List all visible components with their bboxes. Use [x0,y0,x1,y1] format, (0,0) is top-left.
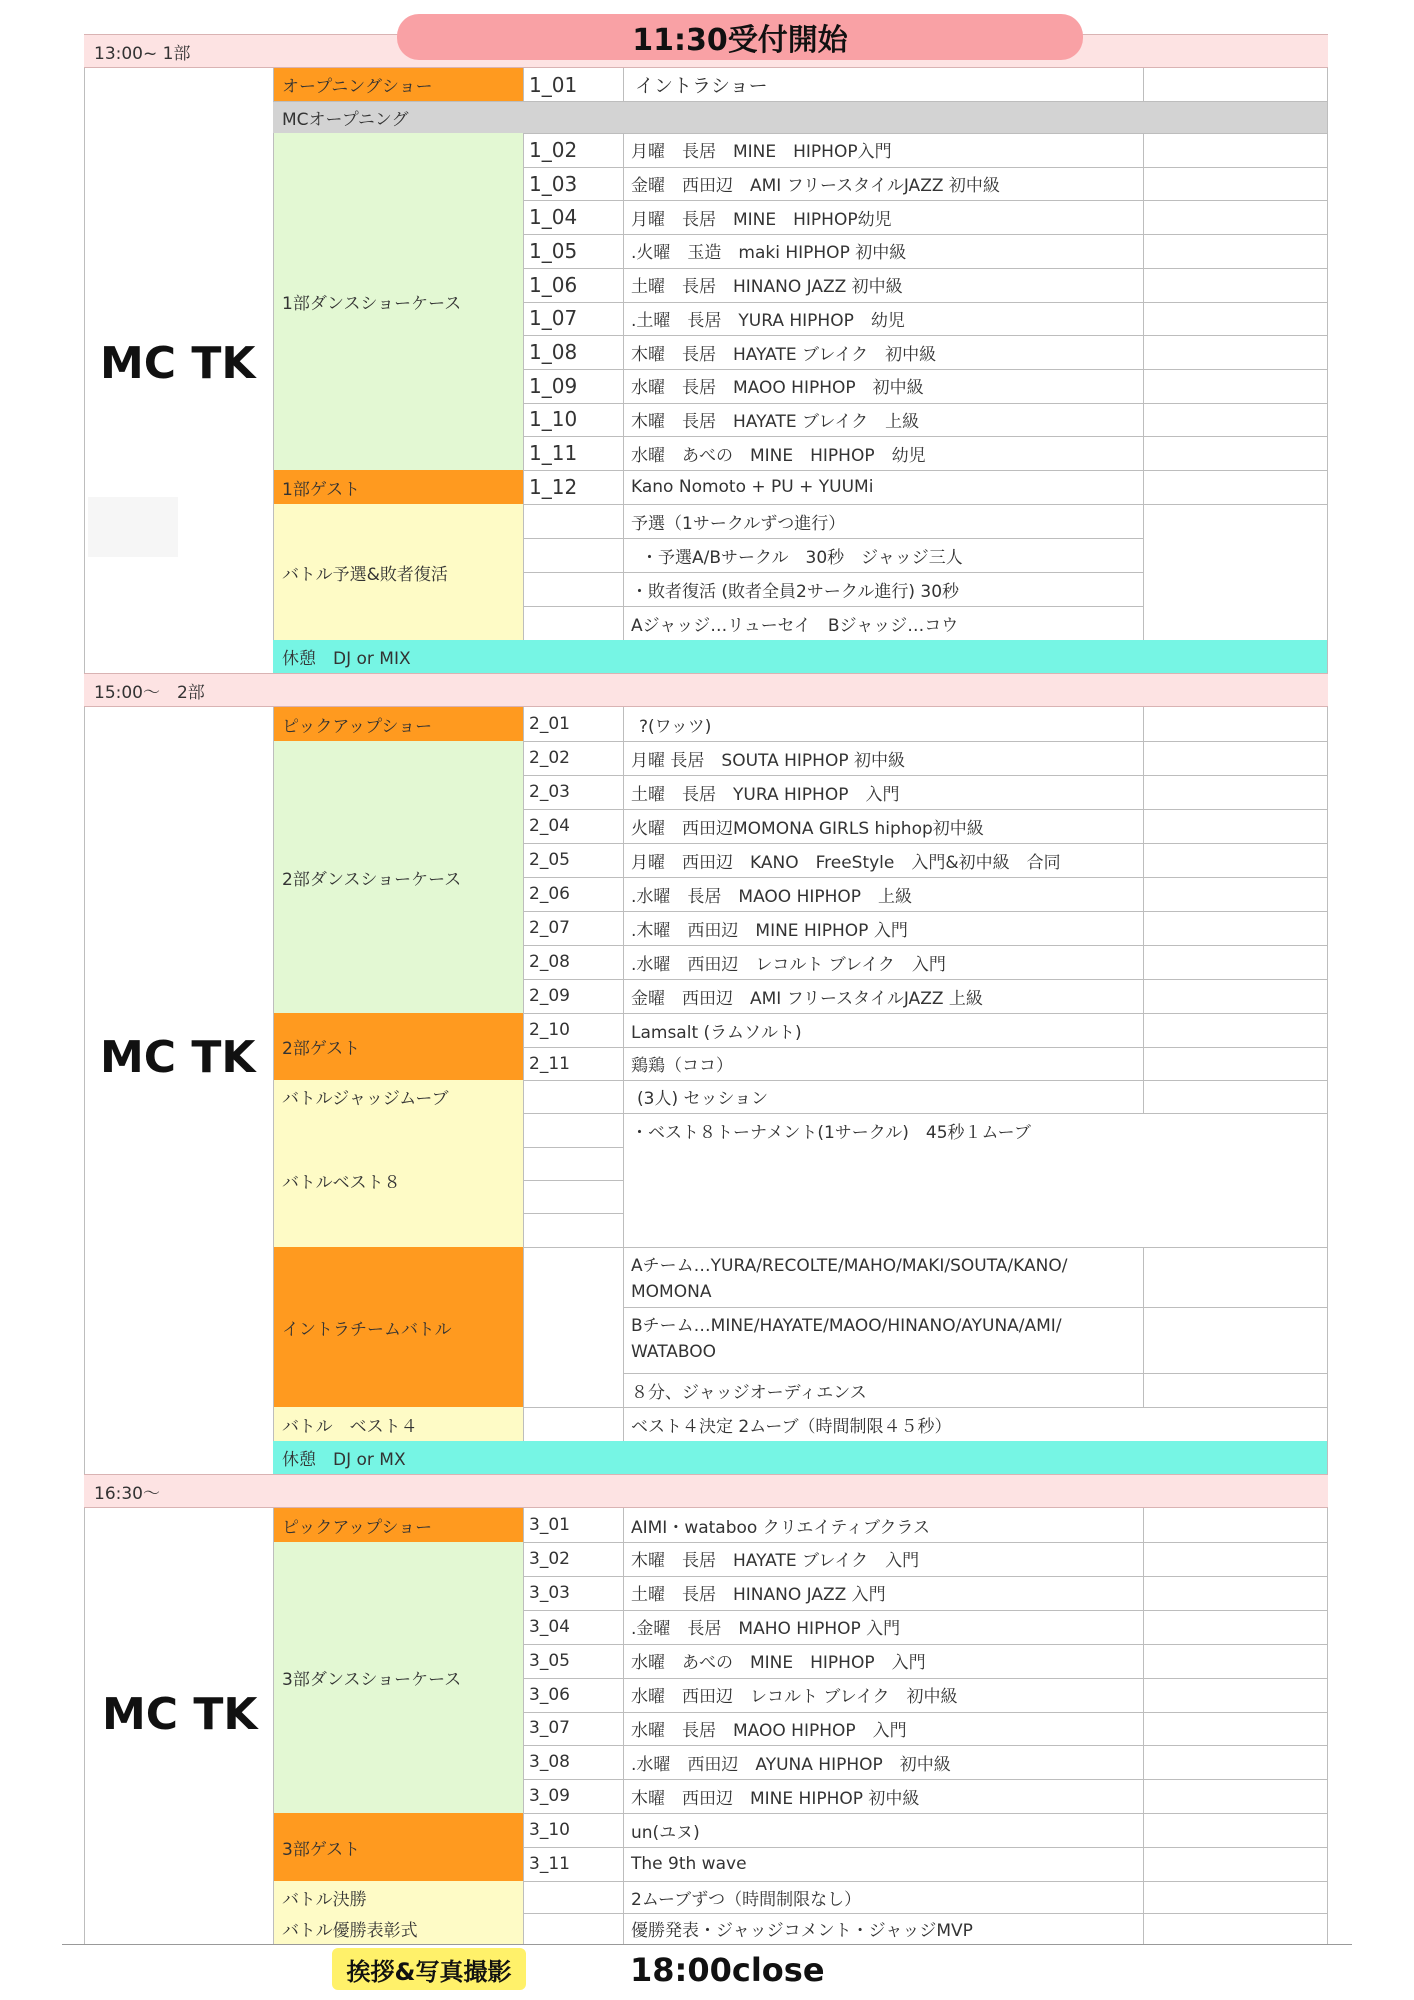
grid-line [523,268,1327,269]
category-pickup-show: ピックアップショー [273,707,523,741]
grid-line [523,1913,1327,1914]
program-description: 月曜 西田辺 KANO FreeStyle 入門&初中級 合同 [631,852,1061,873]
program-number: 1_10 [529,407,578,432]
program-description: Lamsalt (ラムソルト) [631,1022,802,1043]
grid-line [623,1307,1327,1308]
program-number: 3_04 [529,1616,570,1637]
program-description: .木曜 西田辺 MINE HIPHOP 入門 [631,920,908,941]
mc-name: MC TK [100,338,256,389]
program-description: un(ユヌ) [631,1822,700,1843]
program-number: 2_08 [529,952,570,972]
grid-line [523,1107,524,1441]
grid-line [523,133,524,640]
close-time: 18:00close [630,1951,825,1989]
battle-note: ・敗者復活 (敗者全員2サークル進行) 30秒 [631,581,960,602]
grid-line [523,606,1143,607]
grid-line [523,1610,1327,1611]
grid-line [523,1180,623,1181]
grid-line [523,369,1327,370]
grid-line [273,1107,274,1441]
mc-name: MC TK [102,1689,258,1740]
program-description: ?(ワッツ) [639,716,712,737]
category-opening-show: オープニングショー [273,68,523,101]
program-description: 水曜 あべの MINE HIPHOP 入門 [631,1653,926,1674]
program-description: 土曜 長居 HINANO JAZZ 入門 [631,1585,886,1606]
grid-line [523,470,1327,471]
program-description: 2ムーブずつ（時間制限なし） [631,1889,862,1910]
grid-line [1143,68,1144,101]
program-number: 2_09 [529,986,570,1006]
program-number: 1_12 [529,475,578,499]
program-description: .土曜 長居 YURA HIPHOP 幼児 [631,310,905,331]
grid-line [523,1508,524,1944]
category-guest-1: 1部ゲスト [273,470,523,504]
category-battle-award: バトル優勝表彰式 [273,1913,523,1944]
program-number: 2_05 [529,850,570,870]
program-description: 水曜 長居 MAOO HIPHOP 初中級 [631,378,924,399]
reception-start-banner: 11:30受付開始 [397,14,1083,60]
program-number: 2_07 [529,918,570,938]
grid-line [523,945,1327,946]
program-number: 1_01 [529,72,578,97]
program-number: 1_02 [529,137,578,162]
battle-note: ・予選A/Bサークル 30秒 ジャッジ三人 [641,547,963,568]
program-number: 1_08 [529,340,578,365]
grid-line [273,707,274,1107]
grid-line [523,200,1327,201]
program-number: 2_10 [529,1020,570,1040]
break-bar-2: 休憩 DJ or MX [273,1441,1327,1474]
grid-line [523,911,1327,912]
grid-line [623,1508,624,1944]
program-description: 金曜 西田辺 AMI フリースタイルJAZZ 上級 [631,988,983,1009]
category-showcase-2: 2部ダンスショーケース [273,741,523,1013]
grid-line [523,1013,1327,1014]
program-description: 土曜 長居 YURA HIPHOP 入門 [631,784,900,805]
grid-line [523,167,1327,168]
grid-line [523,403,1327,404]
program-number: 2_03 [529,782,570,802]
program-description: 月曜 長居 SOUTA HIPHOP 初中級 [631,750,905,771]
grid-line [523,1247,1327,1248]
program-number: 3_09 [529,1786,570,1807]
program-number: 3_06 [529,1684,570,1705]
grid-line [523,572,1143,573]
grid-line [523,1113,1327,1114]
program-description: 金曜 西田辺 AMI フリースタイルJAZZ 初中級 [631,176,1000,197]
program-description: 鶏鶏（ココ） [631,1056,733,1076]
program-number: 3_03 [529,1582,570,1603]
program-description: 土曜 長居 HINANO JAZZ 初中級 [631,277,903,298]
section-time: 16:30～ [94,1483,160,1504]
program-description: 木曜 長居 HAYATE ブレイク 入門 [631,1551,920,1572]
program-description: .金曜 長居 MAHO HIPHOP 入門 [631,1619,901,1640]
bottom-rule [62,1944,1352,1945]
grid-line [523,809,1327,810]
grid-line [523,234,1327,235]
grid-line [523,843,1327,844]
program-description: .水曜 西田辺 レコルト ブレイク 入門 [631,954,946,975]
program-number: 2_11 [529,1053,570,1074]
grid-line [523,1712,1327,1713]
table-border-left [84,34,85,1944]
grid-line [523,436,1327,437]
section-header-3 [84,1474,1328,1508]
program-number: 2_01 [529,714,570,734]
program-number: 3_11 [529,1854,570,1874]
program-description: .水曜 西田辺 AYUNA HIPHOP 初中級 [631,1754,951,1775]
grid-line [523,1576,1327,1577]
grid-line [523,1881,1327,1882]
program-number: 3_07 [529,1718,570,1739]
grid-line [523,1147,623,1148]
grid-line [523,1678,1327,1679]
program-number: 1_11 [529,441,578,466]
grid-line [523,302,1327,303]
section-time: 13:00~ 1部 [94,43,191,64]
grid-line [273,101,1327,102]
program-number: 1_03 [529,171,578,196]
grid-line [523,1847,1327,1848]
program-description: 水曜 あべの MINE HIPHOP 幼児 [631,445,926,466]
grid-line [523,1080,1327,1081]
grid-line [523,1213,623,1214]
grid-line [523,775,1327,776]
program-number: 3_08 [529,1752,570,1773]
program-number: 1_04 [529,205,578,230]
program-description: 水曜 西田辺 レコルト ブレイク 初中級 [631,1687,958,1708]
category-battle-best4: バトル ベスト４ [273,1407,523,1441]
grid-line [623,1373,1327,1374]
program-number: 2_02 [529,748,570,768]
category-battle-prelim: バトル予選&敗者復活 [273,504,523,640]
blank-patch [88,497,178,557]
program-number: 3_05 [529,1650,570,1671]
program-number: 1_05 [529,238,578,263]
battle-note: 予選（1サークルずつ進行） [631,513,846,534]
break-bar-1: 休憩 DJ or MIX [273,640,1327,673]
grid-line [523,1745,1327,1746]
program-number: 1_07 [529,306,578,331]
greeting-photo-label: 挨拶&写真撮影 [332,1948,526,1990]
grid-line [523,538,1143,539]
category-battle-judge-move: バトルジャッジムーブ [273,1080,523,1113]
category-showcase-1: 1部ダンスショーケース [273,133,523,470]
program-description: Kano Nomoto + PU + YUUMi [631,477,874,497]
program-description: 木曜 西田辺 MINE HIPHOP 初中級 [631,1788,920,1809]
section-header-2 [84,673,1328,707]
mc-opening-bar: MCオープニング [273,101,1327,133]
category-battle-final: バトル決勝 [273,1881,523,1913]
category-guest-3: 3部ゲスト [273,1813,523,1881]
grid-line [523,877,1327,878]
battle-note: Aジャッジ…リューセイ Bジャッジ…コウ [631,615,959,636]
grid-line [523,1407,1327,1408]
grid-line [523,1813,1327,1814]
program-description: (3人) セッション [637,1089,769,1109]
grid-line [523,1542,1327,1543]
program-number: 3_10 [529,1820,570,1840]
table-border-right [1327,34,1328,1944]
grid-line [623,1107,624,1441]
program-number: 1_06 [529,272,578,297]
program-number: 3_02 [529,1548,570,1569]
mc-name: MC TK [100,1032,256,1083]
program-description: .火曜 玉造 maki HIPHOP 初中級 [631,243,907,264]
grid-line [273,133,274,640]
team-b-members: Bチーム…MINE/HAYATE/MAOO/HINANO/AYUNA/AMI/ WATABOO [631,1316,1062,1362]
program-number: 3_01 [529,1515,570,1535]
team-a-members: Aチーム…YURA/RECOLTE/MAHO/MAKI/SOUTA/KANO/ MOMONA [631,1256,1068,1302]
grid-line [523,68,524,101]
program-description: 月曜 長居 MINE HIPHOP入門 [631,142,892,163]
grid-line [1143,133,1144,640]
category-intra-team-battle: イントラチームバトル [273,1247,523,1407]
grid-line [1143,1508,1144,1944]
grid-line [523,335,1327,336]
category-battle-best8: バトルベスト８ [273,1113,523,1247]
section-time: 15:00～ 2部 [94,682,205,703]
program-description: 月曜 長居 MINE HIPHOP幼児 [631,209,892,230]
program-description: 木曜 長居 HAYATE ブレイク 初中級 [631,344,937,365]
grid-line [523,741,1327,742]
program-description: ・ベスト８トーナメント(1サークル) 45秒１ムーブ [631,1122,1031,1143]
category-showcase-3: 3部ダンスショーケース [273,1542,523,1813]
category-pickup-show: ピックアップショー [273,1508,523,1542]
program-description: The 9th wave [631,1854,747,1874]
grid-line [273,1508,274,1944]
grid-line [523,1779,1327,1780]
program-description: ベスト４決定 2ムーブ（時間制限４５秒） [631,1416,952,1437]
program-number: 1_09 [529,373,578,398]
grid-line [523,133,1327,134]
grid-line [1143,1247,1144,1407]
category-guest-2: 2部ゲスト [273,1013,523,1080]
program-description: 木曜 長居 HAYATE ブレイク 上級 [631,411,920,432]
grid-line [623,133,624,640]
grid-line [623,68,624,101]
program-description: イントラショー [635,75,768,97]
grid-line [273,68,274,101]
grid-line [523,504,1327,505]
program-description: 火曜 西田辺MOMONA GIRLS hiphop初中級 [631,818,984,839]
program-number: 2_04 [529,816,570,836]
program-description: .水曜 長居 MAOO HIPHOP 上級 [631,886,913,907]
grid-line [523,979,1327,980]
grid-line [523,1047,1327,1048]
program-number: 2_06 [529,884,570,904]
grid-line [523,1644,1327,1645]
program-description: AIMI・wataboo クリエイティブクラス [631,1517,931,1538]
battle-rule: ８分、ジャッジオーディエンス [631,1382,867,1403]
program-description: 水曜 長居 MAOO HIPHOP 入門 [631,1720,907,1741]
program-description: 優勝発表・ジャッジコメント・ジャッジMVP [631,1921,973,1941]
